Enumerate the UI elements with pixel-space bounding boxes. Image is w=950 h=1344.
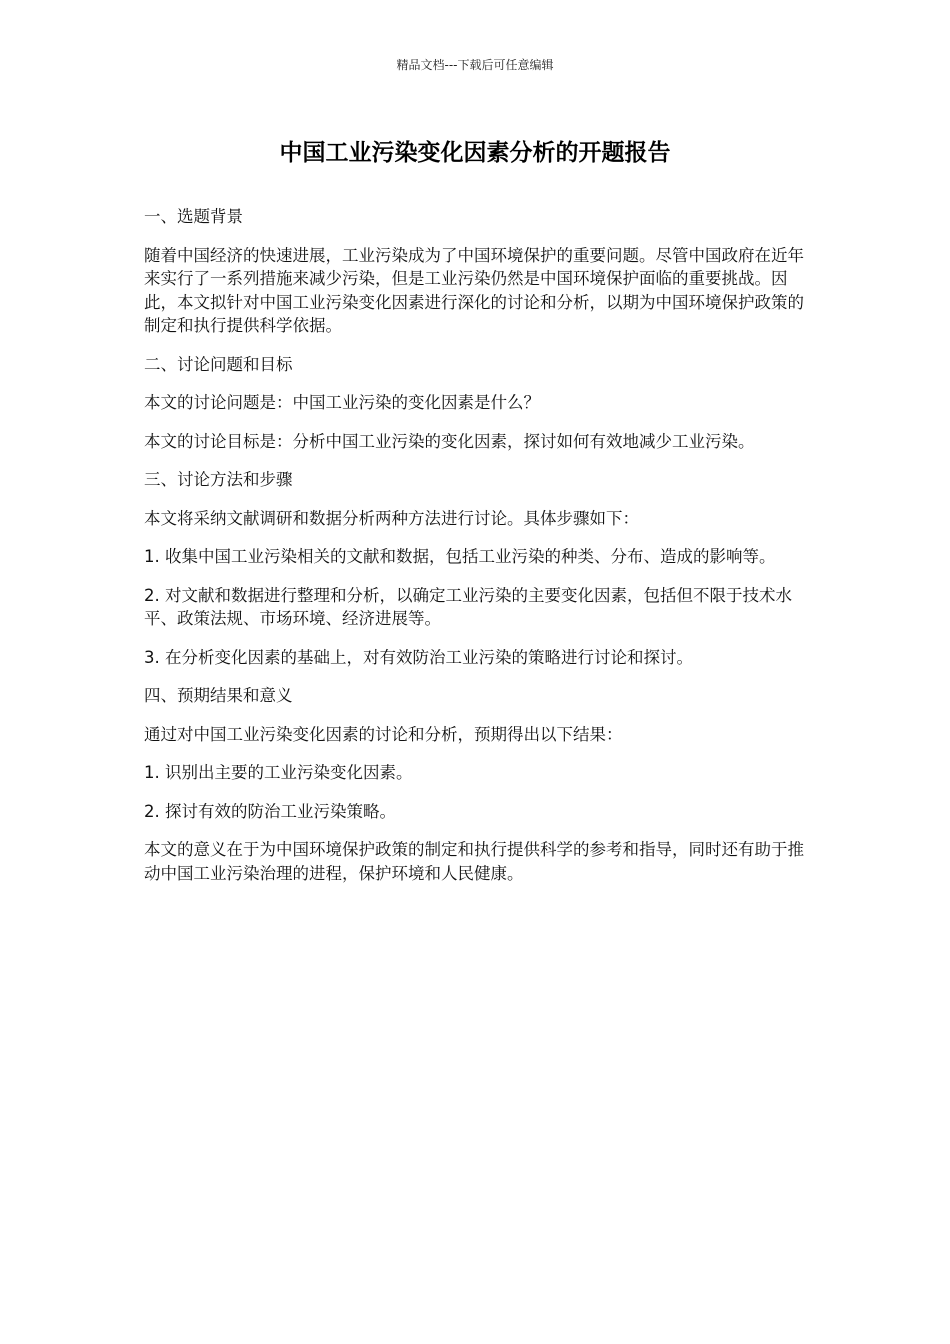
section-heading-methods: 三、讨论方法和步骤 [144, 470, 293, 489]
document-title: 中国工业污染变化因素分析的开题报告 [279, 140, 671, 166]
list-item-result-1: 1. 识别出主要的工业污染变化因素。 [144, 763, 413, 782]
paragraph-results-intro: 通过对中国工业污染变化因素的讨论和分析，预期得出以下结果： [144, 724, 623, 744]
header-note: 精品文档---下载后可任意编辑 [396, 58, 554, 72]
list-item-step-2: 2. 对文献和数据进行整理和分析，以确定工业污染的主要变化因素，包括但不限于技术水平、政策法规、市场环境、经济进展等。 [144, 585, 792, 628]
list-item-step-3: 3. 在分析变化因素的基础上，对有效防治工业污染的策略进行讨论和探讨。 [144, 647, 693, 667]
paragraph-methods-intro: 本文将采纳文献调研和数据分析两种方法进行讨论。具体步骤如下： [144, 508, 639, 528]
paragraph-background: 随着中国经济的快速进展，工业污染成为了中国环境保护的重要问题。尽管中国政府在近年来实行了一系列措施来减少污染，但是工业污染仍然是中国环境保护面临的重要挑战。因此，本文拟针对中国工业污染变化因素进行深化的讨论和分析，以期为中国环境保护政策的制定和执行提供科学依据。 [144, 245, 804, 335]
section-heading-questions: 二、讨论问题和目标 [144, 354, 293, 374]
paragraph-goal: 本文的讨论目标是：分析中国工业污染的变化因素，探讨如何有效地减少工业污染。 [144, 431, 755, 451]
list-item-step-1: 1. 收集中国工业污染相关的文献和数据，包括工业污染的种类、分布、造成的影响等。 [144, 547, 776, 566]
section-heading-background: 一、选题背景 [144, 207, 243, 226]
paragraph-significance: 本文的意义在于为中国环境保护政策的制定和执行提供科学的参考和指导，同时还有助于推动中国工业污染治理的进程，保护环境和人民健康。 [144, 840, 804, 883]
paragraph-question: 本文的讨论问题是：中国工业污染的变化因素是什么？ [144, 393, 540, 412]
section-heading-results: 四、预期结果和意义 [144, 686, 293, 705]
document-body [144, 205, 816, 900]
list-item-result-2: 2. 探讨有效的防治工业污染策略。 [144, 801, 396, 821]
